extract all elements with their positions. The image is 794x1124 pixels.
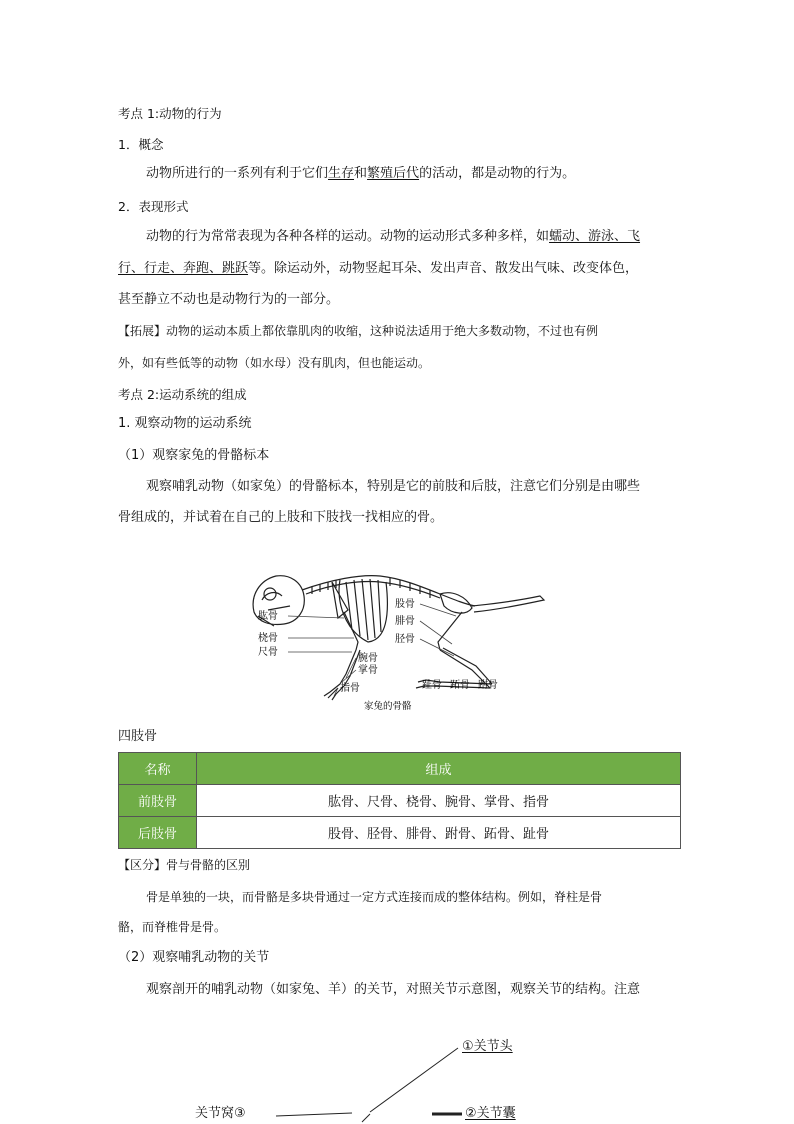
label-tarsal: 跗骨 <box>478 680 498 691</box>
label-fibula: 腓骨 <box>395 616 415 627</box>
subheading-rabbit-skeleton: （1）观察家兔的骨骼标本 <box>118 448 270 463</box>
leader-joint-head <box>370 1048 458 1112</box>
table-header-row <box>119 753 681 785</box>
header-name: 名称 <box>119 753 197 785</box>
forms-line-2: 行、行走、奔跑、跳跃等。除运动外，动物竖起耳朵、发出声音、散发出气味、改变体色， <box>118 261 639 276</box>
row-composition: 肱骨、尺骨、桡骨、腕骨、掌骨、指骨 <box>197 785 681 817</box>
forms-heading: 2．表现形式 <box>118 199 189 214</box>
forms-line-1: 动物的行为常常表现为各种各样的运动。动物的运动形式多种多样，如蠕动、游泳、飞 <box>146 229 641 244</box>
joint-heading: （2）观察哺乳动物的关节 <box>118 950 270 965</box>
row-name: 前肢骨 <box>119 785 197 817</box>
leader-joint-socket <box>276 1113 352 1116</box>
table-title: 四肢骨 <box>118 729 158 744</box>
table-row <box>119 817 681 849</box>
skeleton-paragraph-line-1: 观察哺乳动物（如家兔）的骨骼标本，特别是它的前肢和后肢，注意它们分别是由哪些 <box>146 479 641 494</box>
distinction-line-1: 骨是单独的一块，而骨骼是多块骨通过一定方式连接而成的整体结构。例如，脊柱是骨 <box>146 890 603 904</box>
skeleton-paragraph-line-2: 骨组成的，并试着在自己的上肢和下肢找一找相应的骨。 <box>118 510 444 525</box>
section-heading-motion-system: 考点 2:运动系统的组成 <box>118 387 247 402</box>
forms-line-3: 甚至静立不动也是动物行为的一部分。 <box>118 292 340 307</box>
limb-bones-table <box>118 752 681 849</box>
concept-heading: 1．概念 <box>118 137 164 152</box>
label-phalanx: 指骨 <box>340 683 360 694</box>
underline-reproduction: 繁殖后代 <box>367 166 420 181</box>
label-joint-socket: 关节窝③ <box>195 1106 246 1121</box>
underline-survival: 生存 <box>328 166 355 181</box>
figure-caption: 家兔的骨骼 <box>364 701 412 712</box>
distinction-heading: 【区分】骨与骨骼的区别 <box>118 858 251 872</box>
label-femur: 股骨 <box>395 599 415 610</box>
label-metatarsal: 跖骨 <box>450 680 470 691</box>
label-toe: 趾骨 <box>422 680 442 691</box>
label-tibia: 胫骨 <box>395 634 415 645</box>
row-name: 后肢骨 <box>119 817 197 849</box>
subheading-observe-system: 1. 观察动物的运动系统 <box>118 416 252 431</box>
table-row <box>119 785 681 817</box>
label-carpal: 腕骨 <box>358 653 378 664</box>
extension-note-line-1: 【拓展】动物的运动本质上都依靠肌肉的收缩，这种说法适用于绝大多数动物，不过也有例 <box>118 324 599 338</box>
header-composition: 组成 <box>197 753 681 785</box>
rabbit-skeleton-figure <box>240 560 560 720</box>
row-composition: 股骨、胫骨、腓骨、跗骨、跖骨、趾骨 <box>197 817 681 849</box>
joint-paragraph: 观察剖开的哺乳动物（如家兔、羊）的关节，对照关节示意图，观察关节的结构。注意 <box>146 982 641 997</box>
label-humerus: 肱骨 <box>258 611 278 622</box>
extension-note-line-2: 外，如有些低等的动物（如水母）没有肌肉，但也能运动。 <box>118 356 431 370</box>
joint-sketch-stroke <box>362 1114 370 1122</box>
label-joint-head: ①关节头 <box>462 1039 513 1054</box>
label-ulna: 尺骨 <box>258 647 278 658</box>
label-radius: 桡骨 <box>258 633 278 644</box>
label-metacarpal: 掌骨 <box>358 665 378 676</box>
section-heading-behavior: 考点 1:动物的行为 <box>118 106 222 121</box>
distinction-line-2: 骼，而脊椎骨是骨。 <box>118 920 227 934</box>
concept-paragraph: 动物所进行的一系列有利于它们生存和繁殖后代的活动，都是动物的行为。 <box>146 166 576 181</box>
label-joint-capsule: ②关节囊 <box>465 1106 516 1121</box>
